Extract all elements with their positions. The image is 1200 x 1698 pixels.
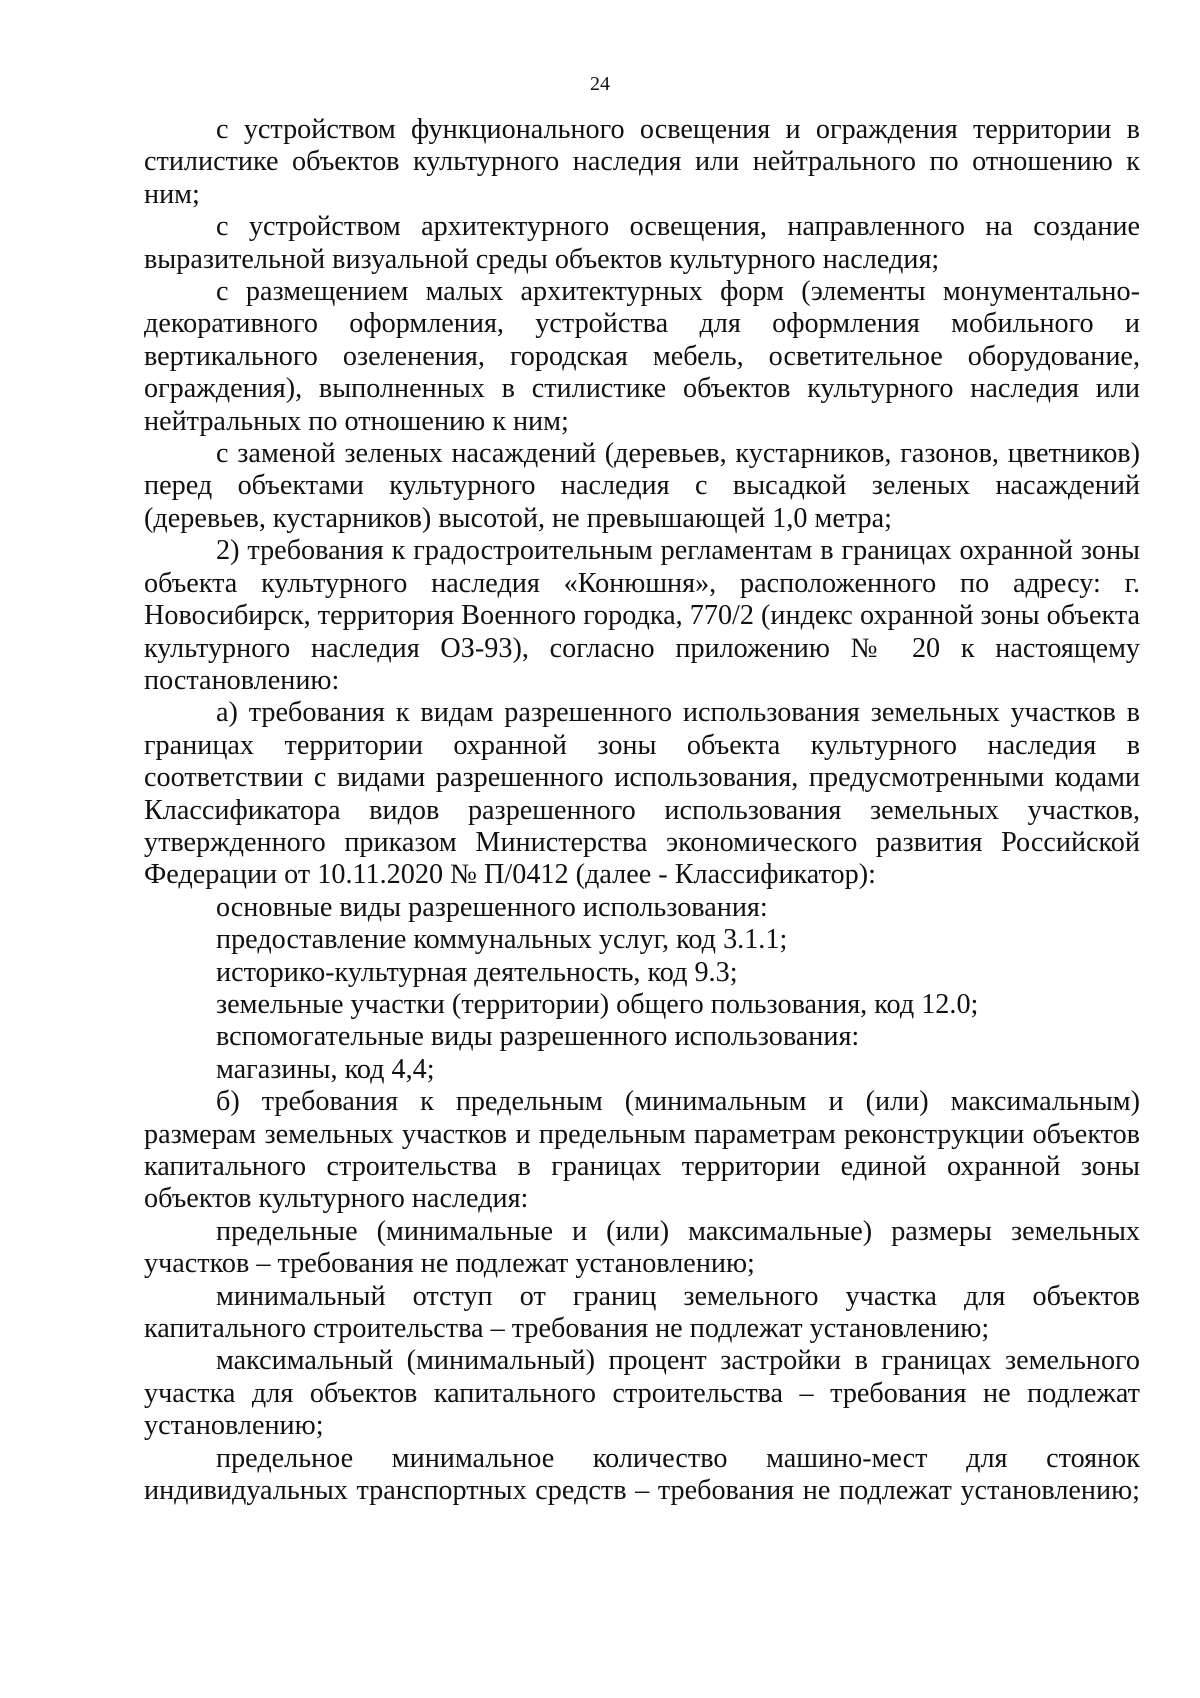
paragraph: с устройством архитектурного освещения, направленного на создание выразительной визуальной среды объектов культурного наследия; — [144, 211, 1140, 275]
paragraph: с размещением малых архитектурных форм (элементы монументально-декоративного оформления, устройства для оформления мобильного и вертикального озеленения, городская мебель, осветительное оборудование, ограждения), выполненных в стилистике объектов культурного наследия или нейтральных по отношению к ним; — [144, 276, 1140, 437]
paragraph: с заменой зеленых насаждений (деревьев, кустарников, газонов, цветников) перед объектами культурного наследия с высадкой зеленых насаждений (деревьев, кустарников) высотой, не превышающей 1,0 метра; — [144, 438, 1140, 534]
document-body — [144, 114, 1140, 1507]
list-item: историко-культурная деятельность, код 9.3; — [216, 956, 738, 988]
page-number: 24 — [590, 73, 610, 95]
paragraph: предельное минимальное количество машино-мест для стоянок индивидуальных транспортных средств – требования не подлежат установлению; — [144, 1442, 1140, 1507]
paragraph: предельные (минимальные и (или) максимальные) размеры земельных участков – требования не подлежат установлению; — [144, 1215, 1140, 1280]
paragraph: а) требования к видам разрешенного использования земельных участков в границах территории охранной зоны объекта культурного наследия в соответствии с видами разрешенного использования, предусмотренными кодами Классификатора видов разрешенного использования земельных участков, утвержденного приказом Министерства экономического развития Российской Федерации от 10.11.2020 № П/0412 (далее - Классификатор): — [144, 697, 1140, 891]
paragraph: 2) требования к градостроительным регламентам в границах охранной зоны объекта культурного наследия «Конюшня», расположенного по адресу: г. Новосибирск, территория Военного городка, 770/2 (индекс охранной зоны объекта культурного наследия ОЗ-93), согласно приложению № 20 к настоящему постановлению: — [144, 535, 1140, 696]
paragraph: с устройством функционального освещения и ограждения территории в стилистике объектов культурного наследия или нейтрального по отношению к ним; — [144, 114, 1140, 210]
paragraph: максимальный (минимальный) процент застройки в границах земельного участка для объектов капитального строительства – требования не подлежат установлению; — [144, 1345, 1140, 1442]
list-item: предоставление коммунальных услуг, код 3.1.1; — [216, 924, 788, 956]
list-item: магазины, код 4,4; — [216, 1053, 435, 1085]
paragraph: минимальный отступ от границ земельного участка для объектов капитального строительства – требования не подлежат установлению; — [144, 1280, 1140, 1345]
list-item: земельные участки (территории) общего пользования, код 12.0; — [216, 988, 979, 1020]
list-item: основные виды разрешенного использования: — [216, 891, 768, 923]
list-item: вспомогательные виды разрешенного использования: — [216, 1021, 860, 1053]
paragraph: б) требования к предельным (минимальным и (или) максимальным) размерам земельных участков и предельным параметрам реконструкции объектов капитального строительства в границах территории единой охранной зоны объектов культурного наследия: — [144, 1086, 1140, 1215]
